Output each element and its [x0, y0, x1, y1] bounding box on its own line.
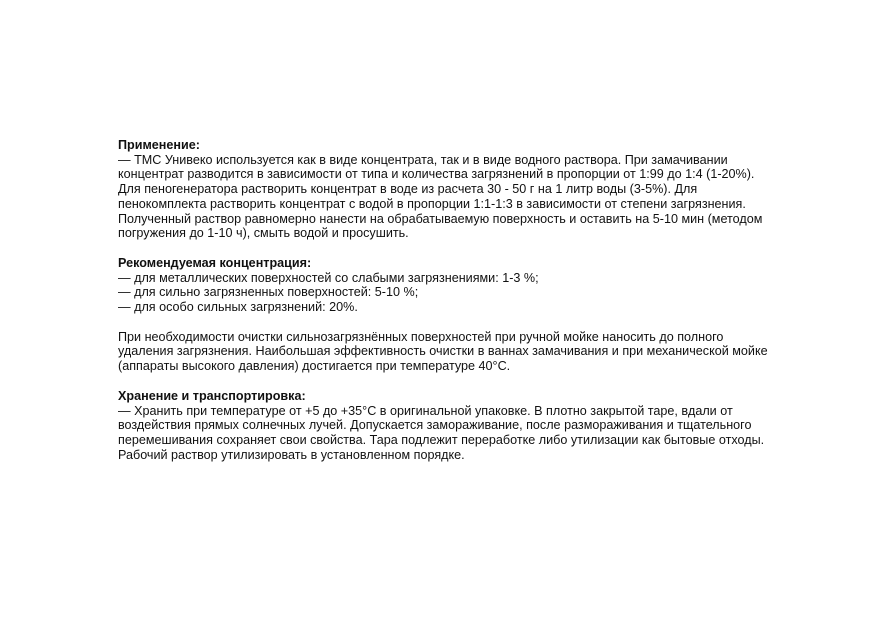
storage-line: воздействия прямых солнечных лучей. Допускается замораживание, после размораживания и тщательного — [118, 418, 752, 433]
storage-heading: Хранение и транспортировка: — [118, 388, 306, 403]
storage-line: перемешивания сохраняет свои свойства. Тара подлежит переработке либо утилизации как бытовые отходы. — [118, 432, 765, 447]
note-line: При необходимости очистки сильнозагрязнённых поверхностей при ручной мойке наносить до полного — [118, 329, 724, 344]
note-line: (аппараты высокого давления) достигается при температуре 40°С. — [118, 359, 511, 374]
application-line: Для пеногенератора растворить концентрат в воде из расчета 30 - 50 г на 1 литр воды (3-5%). Для — [118, 182, 698, 197]
application-line: концентрат разводится в зависимости от типа и количества загрязнений в пропорции от 1:99 до 1:4 (1-20%). — [118, 167, 755, 182]
document-body — [118, 138, 798, 477]
note-section — [118, 330, 798, 374]
application-line: — ТМС Унивеко используется как в виде концентрата, так и в виде водного раствора. При замачивании — [118, 152, 728, 167]
concentration-heading: Рекомендуемая концентрация: — [118, 255, 312, 270]
application-line: погружения до 1-10 ч), смыть водой и просушить. — [118, 226, 409, 241]
storage-section — [118, 389, 798, 463]
storage-line: — Хранить при температуре от +5 до +35°С в оригинальной упаковке. В плотно закрытой таре, вдали от — [118, 403, 733, 418]
concentration-item: — для металлических поверхностей со слабыми загрязнениями: 1-3 %; — [118, 270, 539, 285]
application-line: Полученный раствор равномерно нанести на обрабатываемую поверхность и оставить на 5-10 мин (методом — [118, 211, 763, 226]
note-line: удаления загрязнения. Наибольшая эффективность очистки в ваннах замачивания и при механической мойке — [118, 344, 768, 359]
application-section — [118, 138, 798, 241]
application-heading: Применение: — [118, 138, 200, 152]
application-line: пенокомплекта растворить концентрат с водой в пропорции 1:1-1:3 в зависимости от степени загрязнения. — [118, 196, 746, 211]
concentration-section — [118, 256, 798, 315]
concentration-item: — для особо сильных загрязнений: 20%. — [118, 300, 358, 315]
concentration-item: — для сильно загрязненных поверхностей: 5-10 %; — [118, 285, 419, 300]
storage-line: Рабочий раствор утилизировать в установленном порядке. — [118, 447, 465, 462]
